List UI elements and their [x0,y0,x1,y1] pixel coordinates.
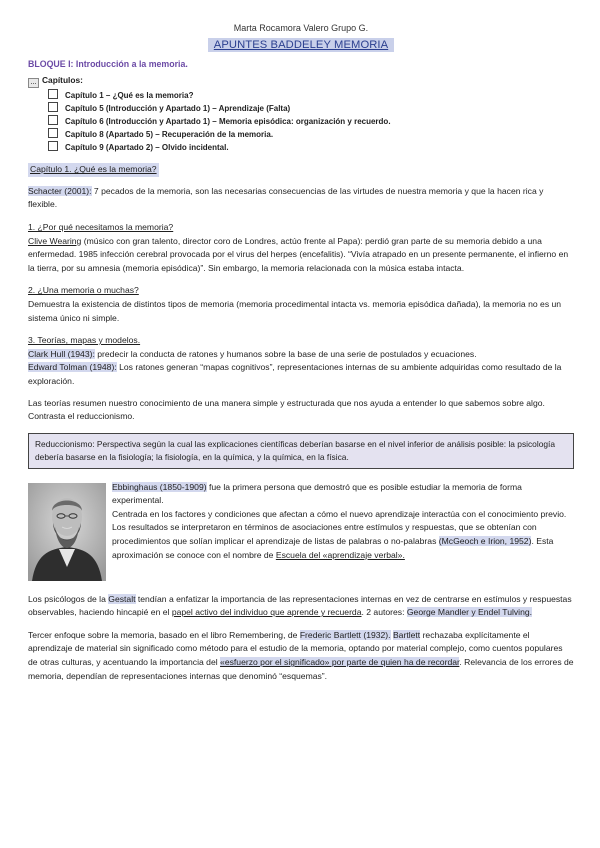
reduccionismo-box: Reduccionismo: Perspectiva según la cual las explicaciones científicas deberían basarse en el nivel inferior de análisis posible: la psicología debería basarse en la fisiología; la fisiología, en la química, y la química, en la física. [28,433,574,469]
ebbinghaus-text [112,481,574,563]
escuela-aprendizaje-verbal: Escuela del «aprendizaje verbal». [275,549,405,560]
bartlett-text-1: Tercer enfoque sobre la memoria, basado en el libro Remembering, de [28,629,300,640]
checkbox[interactable] [48,102,58,112]
document-page [28,22,574,683]
s2-heading: 2. ¿Una memoria o muchas? [28,285,139,296]
capitulo-label: Capítulo 5 (Introducción y Apartado 1) – Aprendizaje (Falta) [65,104,291,114]
checkbox[interactable] [48,89,58,99]
tolman-text: Los ratones generan “mapas cognitivos”, representaciones internas de su ambiente adquiridas como resultado de la exploración. [28,362,562,386]
bartlett-text-4: . Relevancia de los errores de memoria, dependían de representaciones internas que denominó “esquemas”. [28,657,574,681]
esfuerzo-significado: «esfuerzo por el significado» por parte de quien ha de recordar [220,657,460,668]
collapse-icon[interactable]: … [28,78,39,88]
bartlett-ref: Frederic Bartlett (1932). [299,629,391,640]
ebbinghaus-ref: Ebbinghaus (1850-1909) [112,481,207,492]
checkbox[interactable] [48,115,58,125]
gestalt-autores: George Mandler y Endel Tulving. [406,607,533,618]
ebbinghaus-section [28,483,574,589]
bartlett-paragraph [28,629,574,683]
teorias-paragraph: Las teorías resumen nuestro conocimiento de una manera simple y estructurada que nos ayuda a entender lo que sabemos sobre algo. Contrasta el reduccionismo. [28,397,545,422]
schacter-ref: Schacter (2001): [28,185,92,196]
tolman-paragraph [28,361,574,388]
hull-ref: Clark Hull (1943): [28,348,95,359]
capitulos-list [48,89,574,154]
tolman-ref: Edward Tolman (1948): [28,362,117,373]
capitulo-label: Capítulo 1 – ¿Qué es la memoria? [65,91,194,101]
bartlett-name: Bartlett [392,629,421,640]
checkbox[interactable] [48,141,58,151]
capitulos-label: Capítulos: [42,75,83,86]
bartlett-text-3: rechazaba explícitamente el aprendizaje de material sin significado como método para el estudio de la memoria, optando por material complejo, como cuentos populares de otras culturas, y acentuando la importancia del [28,629,563,668]
checkbox[interactable] [48,128,58,138]
s2-text: Demuestra la existencia de distintos tipos de memoria (memoria procedimental intacta vs. memoria episódica dañada), la memoria no es un sistema único ni simple. [28,298,562,323]
ebbinghaus-text-1: fue la primera persona que demostró que es posible estudiar la memoria de forma experimental. [112,481,522,506]
clive-text: (músico con gran talento, director coro de Londres, actúo frente al Papa): perdió gran parte de su memoria debido a una enfermedad. 1985 infección cerebral provocada por el virus del herpes (encefalitis). “Vivía atrapado en un presente permanente, el infierno en la tierra, por su amnesia (memoria episódica)”. Sin embargo, la memoria relacionada con la música estaba intacta. [28,235,569,273]
author-line: Marta Rocamora Valero Grupo G. [233,23,369,33]
list-item [48,141,574,154]
cap1-section [28,163,574,177]
hull-text: predecir la conducta de ratones y humanos sobre la base de una serie de postulados y ecuaciones. [94,348,477,359]
clive-name: Clive Wearing [28,235,82,246]
list-item [48,115,574,128]
ebbinghaus-text-2: Centrada en los factores y condiciones que afectan a cómo el nuevo aprendizaje interactúa con el conocimiento previo. Los resultados se interpretaron en términos de asociaciones entre estímulos y respuestas, que se obtenían con procedimientos que solían implicar el aprendizaje de listas de palabras o no-palabras [112,508,567,547]
s3-heading: 3. Teorías, mapas y modelos. [28,335,141,346]
capitulo-label: Capítulo 9 (Apartado 2) – Olvido incidental. [65,143,229,153]
s1-heading: 1. ¿Por qué necesitamos la memoria? [28,221,174,232]
gestalt-paragraph [28,593,574,620]
gestalt-text-1: Los psicólogos de la [28,593,109,604]
clive-paragraph [28,235,574,276]
capitulo-label: Capítulo 6 (Introducción y Apartado 1) – Memoria episódica: organización y recuerdo. [65,117,391,127]
gestalt-text-3: . 2 autores: [361,607,407,618]
document-title [28,39,574,53]
papel-activo: papel activo del individuo que aprende y recuerda [171,607,362,618]
ebbinghaus-portrait [28,483,106,581]
list-item [48,102,574,115]
schacter-paragraph [28,185,574,212]
ebbinghaus-paragraph-2 [112,508,574,562]
mcgeoch-ref: (McGeoch e Irion, 1952) [438,536,532,547]
ebbinghaus-text-3: . Esta aproximación se conoce con el nombre de [112,536,554,560]
schacter-text: 7 pecados de la memoria, son las necesarias consecuencias de las virtudes de nuestra memoria y que la hacen rica y flexible. [28,185,544,210]
list-item [48,89,574,102]
title-text: APUNTES BADDELEY MEMORIA [208,38,394,52]
capitulo-label: Capítulo 8 (Apartado 5) – Recuperación de la memoria. [65,130,274,140]
capitulos-header [28,74,574,88]
bloque-heading: BLOQUE I: Introducción a la memoria. [28,58,188,69]
ebbinghaus-paragraph-1 [112,481,574,508]
cap1-heading: Capítulo 1. ¿Qué es la memoria? [28,163,159,177]
gestalt-text-2: tendían a enfatizar la importancia de las representaciones internas en vez de centrarse en estímulos y respuestas observables, haciendo hincapié en el [28,593,572,618]
hull-paragraph [28,348,574,362]
list-item [48,128,574,141]
gestalt-term: Gestalt [108,593,136,604]
